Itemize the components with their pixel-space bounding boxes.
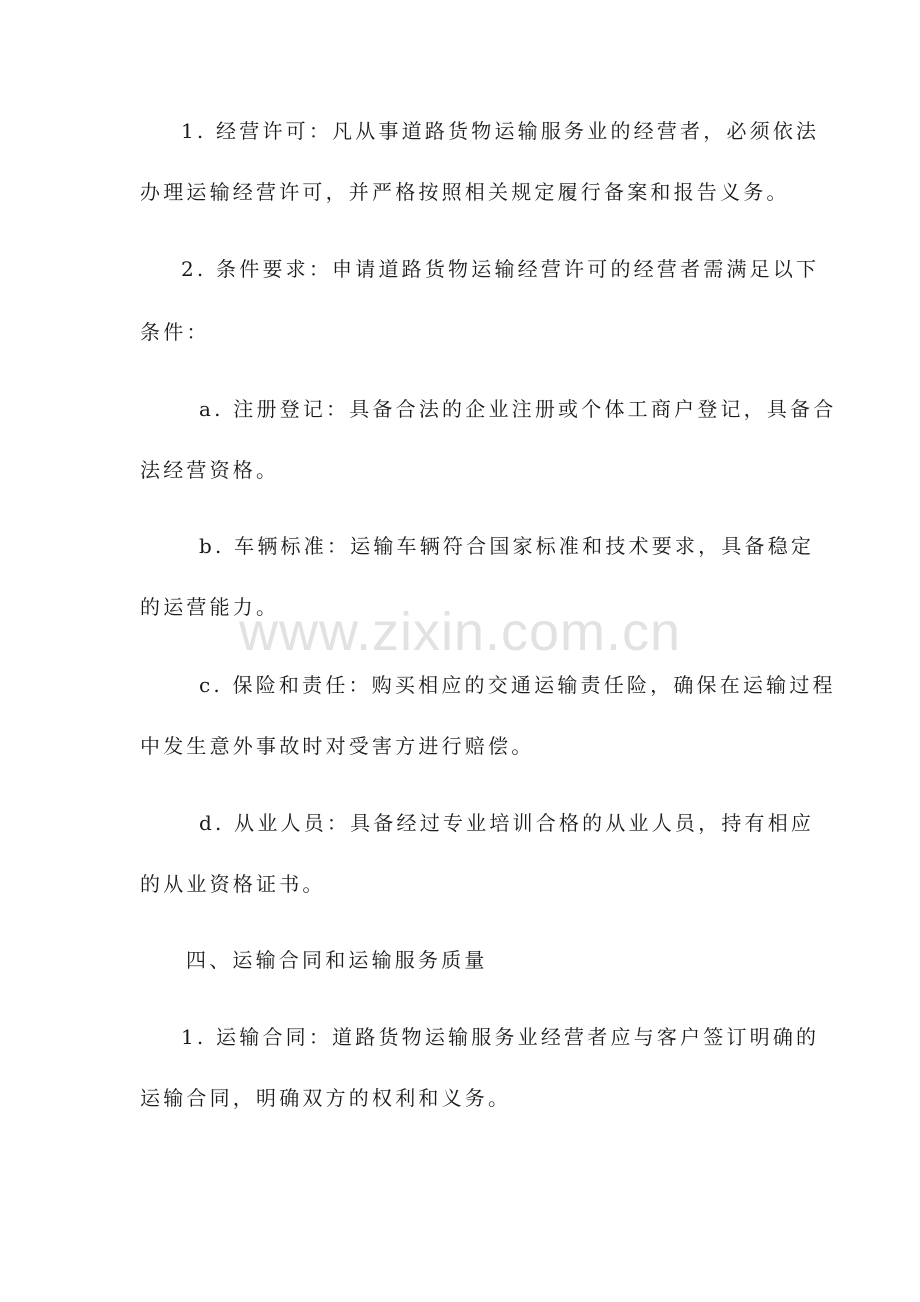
item-d-line-1: d. 从业人员：具备经过专业培训合格的从业人员，持有相应 [199, 811, 815, 835]
item-b-line-1: b. 车辆标准：运输车辆符合国家标准和技术要求，具备稳定 [199, 534, 815, 558]
item-a-line-1: a. 注册登记：具备合法的企业注册或个体工商户登记，具备合 [199, 397, 837, 421]
section-heading: 四、运输合同和运输服务质量 [186, 948, 488, 972]
paragraph-2-line-1: 2. 条件要求：申请道路货物运输经营许可的经营者需满足以下 [181, 257, 820, 281]
item-d-line-2: 的从业资格证书。 [140, 872, 326, 896]
item-a-line-2: 法经营资格。 [140, 458, 280, 482]
paragraph-3-line-2: 运输合同，明确双方的权利和义务。 [140, 1086, 512, 1110]
item-c-line-2: 中发生意外事故时对受害方进行赔偿。 [140, 734, 535, 758]
paragraph-1-line-1: 1. 经营许可：凡从事道路货物运输服务业的经营者，必须依法 [181, 119, 820, 143]
paragraph-2-line-2: 条件： [140, 320, 210, 344]
paragraph-1-line-2: 办理运输经营许可，并严格按照相关规定履行备案和报告义务。 [140, 180, 790, 204]
item-c-line-1: c. 保险和责任：购买相应的交通运输责任险，确保在运输过程 [199, 673, 836, 697]
watermark-text: www.zixin.com.cn [238, 602, 682, 662]
paragraph-3-line-1: 1. 运输合同：道路货物运输服务业经营者应与客户签订明确的 [181, 1025, 820, 1049]
item-b-line-2: 的运营能力。 [140, 595, 280, 619]
